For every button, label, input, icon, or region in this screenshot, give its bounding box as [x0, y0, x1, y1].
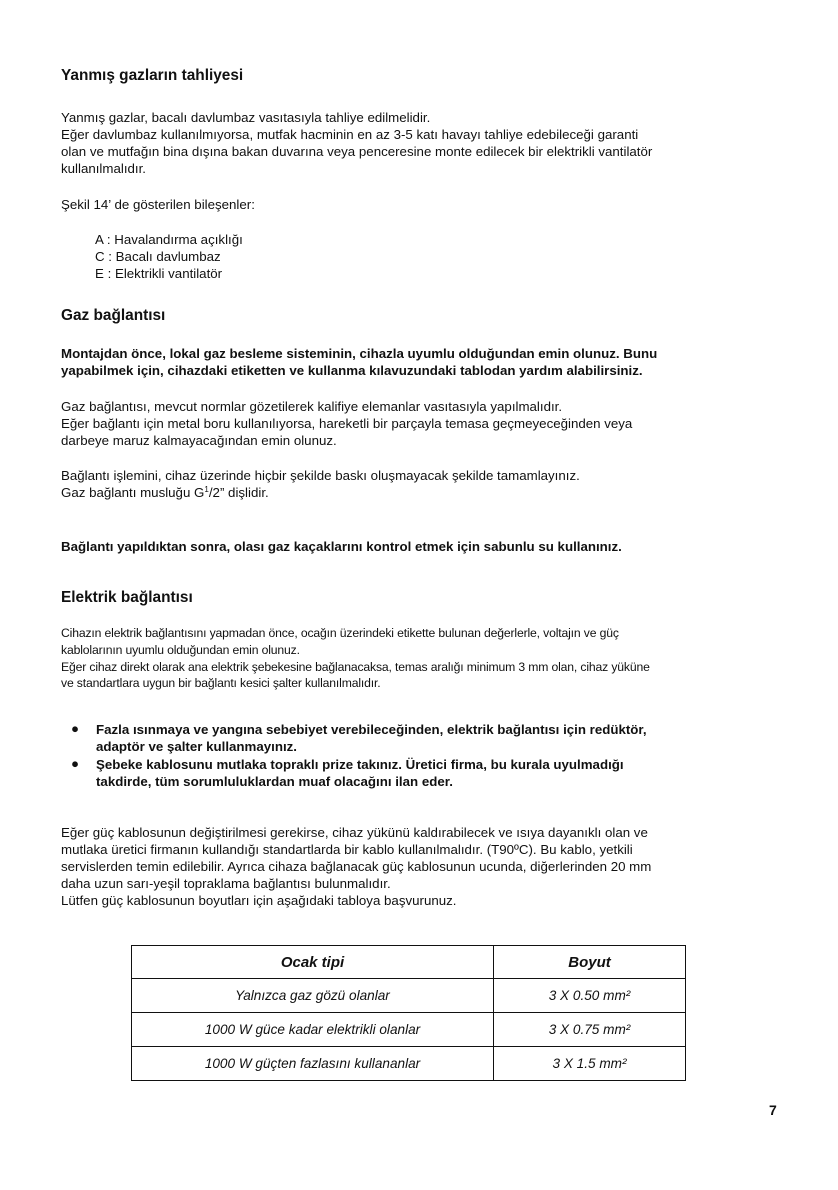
text-line: daha uzun sarı-yeşil topraklama bağlantısı bulunmalıdır.	[61, 876, 391, 891]
heading-electrical-connection: Elektrik bağlantısı	[61, 589, 193, 606]
text-line: olan ve mutfağın bina dışına bakan duvarına veya penceresine monte edilecek bir elektrikli vantilatör	[61, 144, 653, 159]
component-item: C : Bacalı davlumbaz	[95, 249, 221, 264]
text-line: adaptör ve şalter kullanmayınız.	[96, 739, 298, 754]
column-header-hob-type: Ocak tipi	[132, 946, 494, 979]
text-line: Montajdan önce, lokal gaz besleme sisteminin, cihazla uyumlu olduğundan emin olunuz. Bunu	[61, 346, 658, 361]
components-intro: Şekil 14’ de gösterilen bileşenler:	[61, 197, 255, 212]
warning-gas-compatibility	[61, 345, 781, 379]
paragraph-gas-fitting	[61, 467, 781, 501]
heading-flue-gas: Yanmış gazların tahliyesi	[61, 67, 244, 84]
paragraph-electrical	[61, 625, 781, 692]
text-line-thread	[61, 484, 781, 501]
bullet-icon: ●	[71, 756, 80, 771]
thread-text-pre: Gaz bağlantı musluğu G	[61, 485, 205, 500]
warning-leak-check: Bağlantı yapıldıktan sonra, olası gaz kaçaklarını kontrol etmek için sabunlu su kullanınız.	[61, 539, 622, 554]
table-cell: 3 X 0.50 mm²	[494, 979, 686, 1013]
fraction-denominator: /2	[208, 485, 220, 500]
table-cell: 3 X 0.75 mm²	[494, 1013, 686, 1047]
paragraph-power-cable	[61, 824, 781, 909]
component-item: E : Elektrikli vantilatör	[95, 266, 223, 281]
paragraph-flue-gas	[61, 109, 781, 177]
page-number: 7	[769, 1102, 777, 1118]
text-line: takdirde, tüm sorumluluklardan muaf olacağını ilan eder.	[96, 774, 453, 789]
fraction-numerator: 1	[204, 485, 209, 494]
component-item: A : Havalandırma açıklığı	[95, 232, 243, 247]
cable-size-table	[131, 945, 686, 1081]
text-line: Bağlantı işlemini, cihaz üzerinde hiçbir şekilde baskı oluşmayacak şekilde tamamlayınız.	[61, 468, 580, 483]
heading-gas-connection: Gaz bağlantısı	[61, 307, 166, 324]
text-line: Şebeke kablosunu mutlaka topraklı prize takınız. Üretici firma, bu kurala uyulmadığı	[96, 757, 624, 772]
column-header-size: Boyut	[494, 946, 686, 979]
table-cell: 1000 W güçten fazlasını kullananlar	[132, 1047, 494, 1081]
text-line: Eğer bağlantı için metal boru kullanılıyorsa, hareketli bir parçayla temasa geçmeyeceğinden veya	[61, 416, 633, 431]
table-cell: 1000 W güce kadar elektrikli olanlar	[132, 1013, 494, 1047]
text-line: darbeye maruz kalmayacağından emin olunuz.	[61, 433, 337, 448]
text-line: Gaz bağlantısı, mevcut normlar gözetilerek kalifiye elemanlar vasıtasıyla yapılmalıdır.	[61, 399, 563, 414]
text-line: servislerden temin edilebilir. Ayrıca cihaza bağlanacak güç kablosunun ucunda, diğerlerinden 20 mm	[61, 859, 652, 874]
text-line: Eğer cihaz direkt olarak ana elektrik şebekesine bağlanacaksa, temas aralığı minimum 3 mm olan, cihaz yüküne	[61, 659, 650, 674]
text-line: kullanılmalıdır.	[61, 161, 146, 176]
table-row	[132, 979, 686, 1013]
text-line: Eğer güç kablosunun değiştirilmesi gerekirse, cihaz yükünü kaldırabilecek ve ısıya dayanıklı olan ve	[61, 825, 648, 840]
bullet-item	[96, 756, 796, 790]
text-line: kablolarının uyumlu olduğundan emin olunuz.	[61, 642, 300, 657]
text-line: mutlaka üretici firmanın kullandığı standartlarda bir kablo kullanılmalıdır. (T90ºC). Bu kablo, yetkili	[61, 842, 633, 857]
table-row	[132, 1013, 686, 1047]
text-line: Eğer davlumbaz kullanılmıyorsa, mutfak hacminin en az 3-5 katı havayı tahliye edebileceği garanti	[61, 127, 639, 142]
bullet-item	[96, 721, 796, 755]
paragraph-gas-connection	[61, 398, 781, 449]
text-line: Yanmış gazlar, bacalı davlumbaz vasıtasıyla tahliye edilmelidir.	[61, 110, 431, 125]
bullet-icon: ●	[71, 721, 80, 736]
text-line: Cihazın elektrik bağlantısını yapmadan önce, ocağın üzerindeki etikette bulunan değerlerle, voltajın ve güç	[61, 626, 619, 640]
table-cell: Yalnızca gaz gözü olanlar	[132, 979, 494, 1013]
table-row	[132, 1047, 686, 1081]
thread-text-post: ” dişlidir.	[219, 485, 269, 500]
table-header-row	[132, 946, 686, 979]
table-cell: 3 X 1.5 mm²	[494, 1047, 686, 1081]
text-line: Lütfen güç kablosunun boyutları için aşağıdaki tabloya başvurunuz.	[61, 893, 457, 908]
text-line: Fazla ısınmaya ve yangına sebebiyet verebileceğinden, elektrik bağlantısı için redüktör,	[96, 722, 647, 737]
text-line: ve standartlara uygun bir bağlantı kesici şalter kullanılmalıdır.	[61, 676, 381, 691]
text-line: yapabilmek için, cihazdaki etiketten ve kullanma kılavuzundaki tablodan yardım alabilirsiniz.	[61, 363, 643, 378]
components-list	[95, 231, 495, 282]
